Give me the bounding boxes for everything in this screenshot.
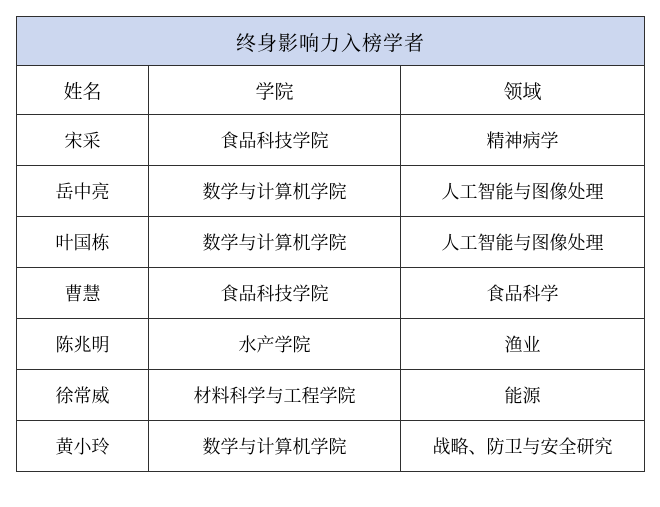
cell-school: 数学与计算机学院: [149, 217, 401, 268]
cell-school: 水产学院: [149, 319, 401, 370]
cell-name: 陈兆明: [17, 319, 149, 370]
table-header-row: [17, 66, 645, 115]
cell-field: 人工智能与图像处理: [401, 217, 645, 268]
column-header-field: 领域: [401, 66, 645, 115]
cell-field: 精神病学: [401, 115, 645, 166]
cell-name: 黄小玲: [17, 421, 149, 472]
cell-school: 数学与计算机学院: [149, 421, 401, 472]
cell-field: 食品科学: [401, 268, 645, 319]
cell-school: 食品科技学院: [149, 115, 401, 166]
cell-field: 渔业: [401, 319, 645, 370]
scholars-table: [16, 16, 645, 472]
column-header-school: 学院: [149, 66, 401, 115]
table-title-row: [17, 17, 645, 66]
cell-name: 岳中亮: [17, 166, 149, 217]
table-row: [17, 115, 645, 166]
cell-school: 数学与计算机学院: [149, 166, 401, 217]
table-row: [17, 166, 645, 217]
table-row: [17, 268, 645, 319]
cell-name: 曹慧: [17, 268, 149, 319]
cell-field: 战略、防卫与安全研究: [401, 421, 645, 472]
cell-school: 食品科技学院: [149, 268, 401, 319]
cell-field: 人工智能与图像处理: [401, 166, 645, 217]
cell-name: 叶国栋: [17, 217, 149, 268]
table-row: [17, 319, 645, 370]
cell-name: 徐常威: [17, 370, 149, 421]
cell-school: 材料科学与工程学院: [149, 370, 401, 421]
cell-field: 能源: [401, 370, 645, 421]
column-header-name: 姓名: [17, 66, 149, 115]
table-title: 终身影响力入榜学者: [17, 17, 645, 66]
table-row: [17, 421, 645, 472]
table-row: [17, 217, 645, 268]
table-row: [17, 370, 645, 421]
cell-name: 宋采: [17, 115, 149, 166]
